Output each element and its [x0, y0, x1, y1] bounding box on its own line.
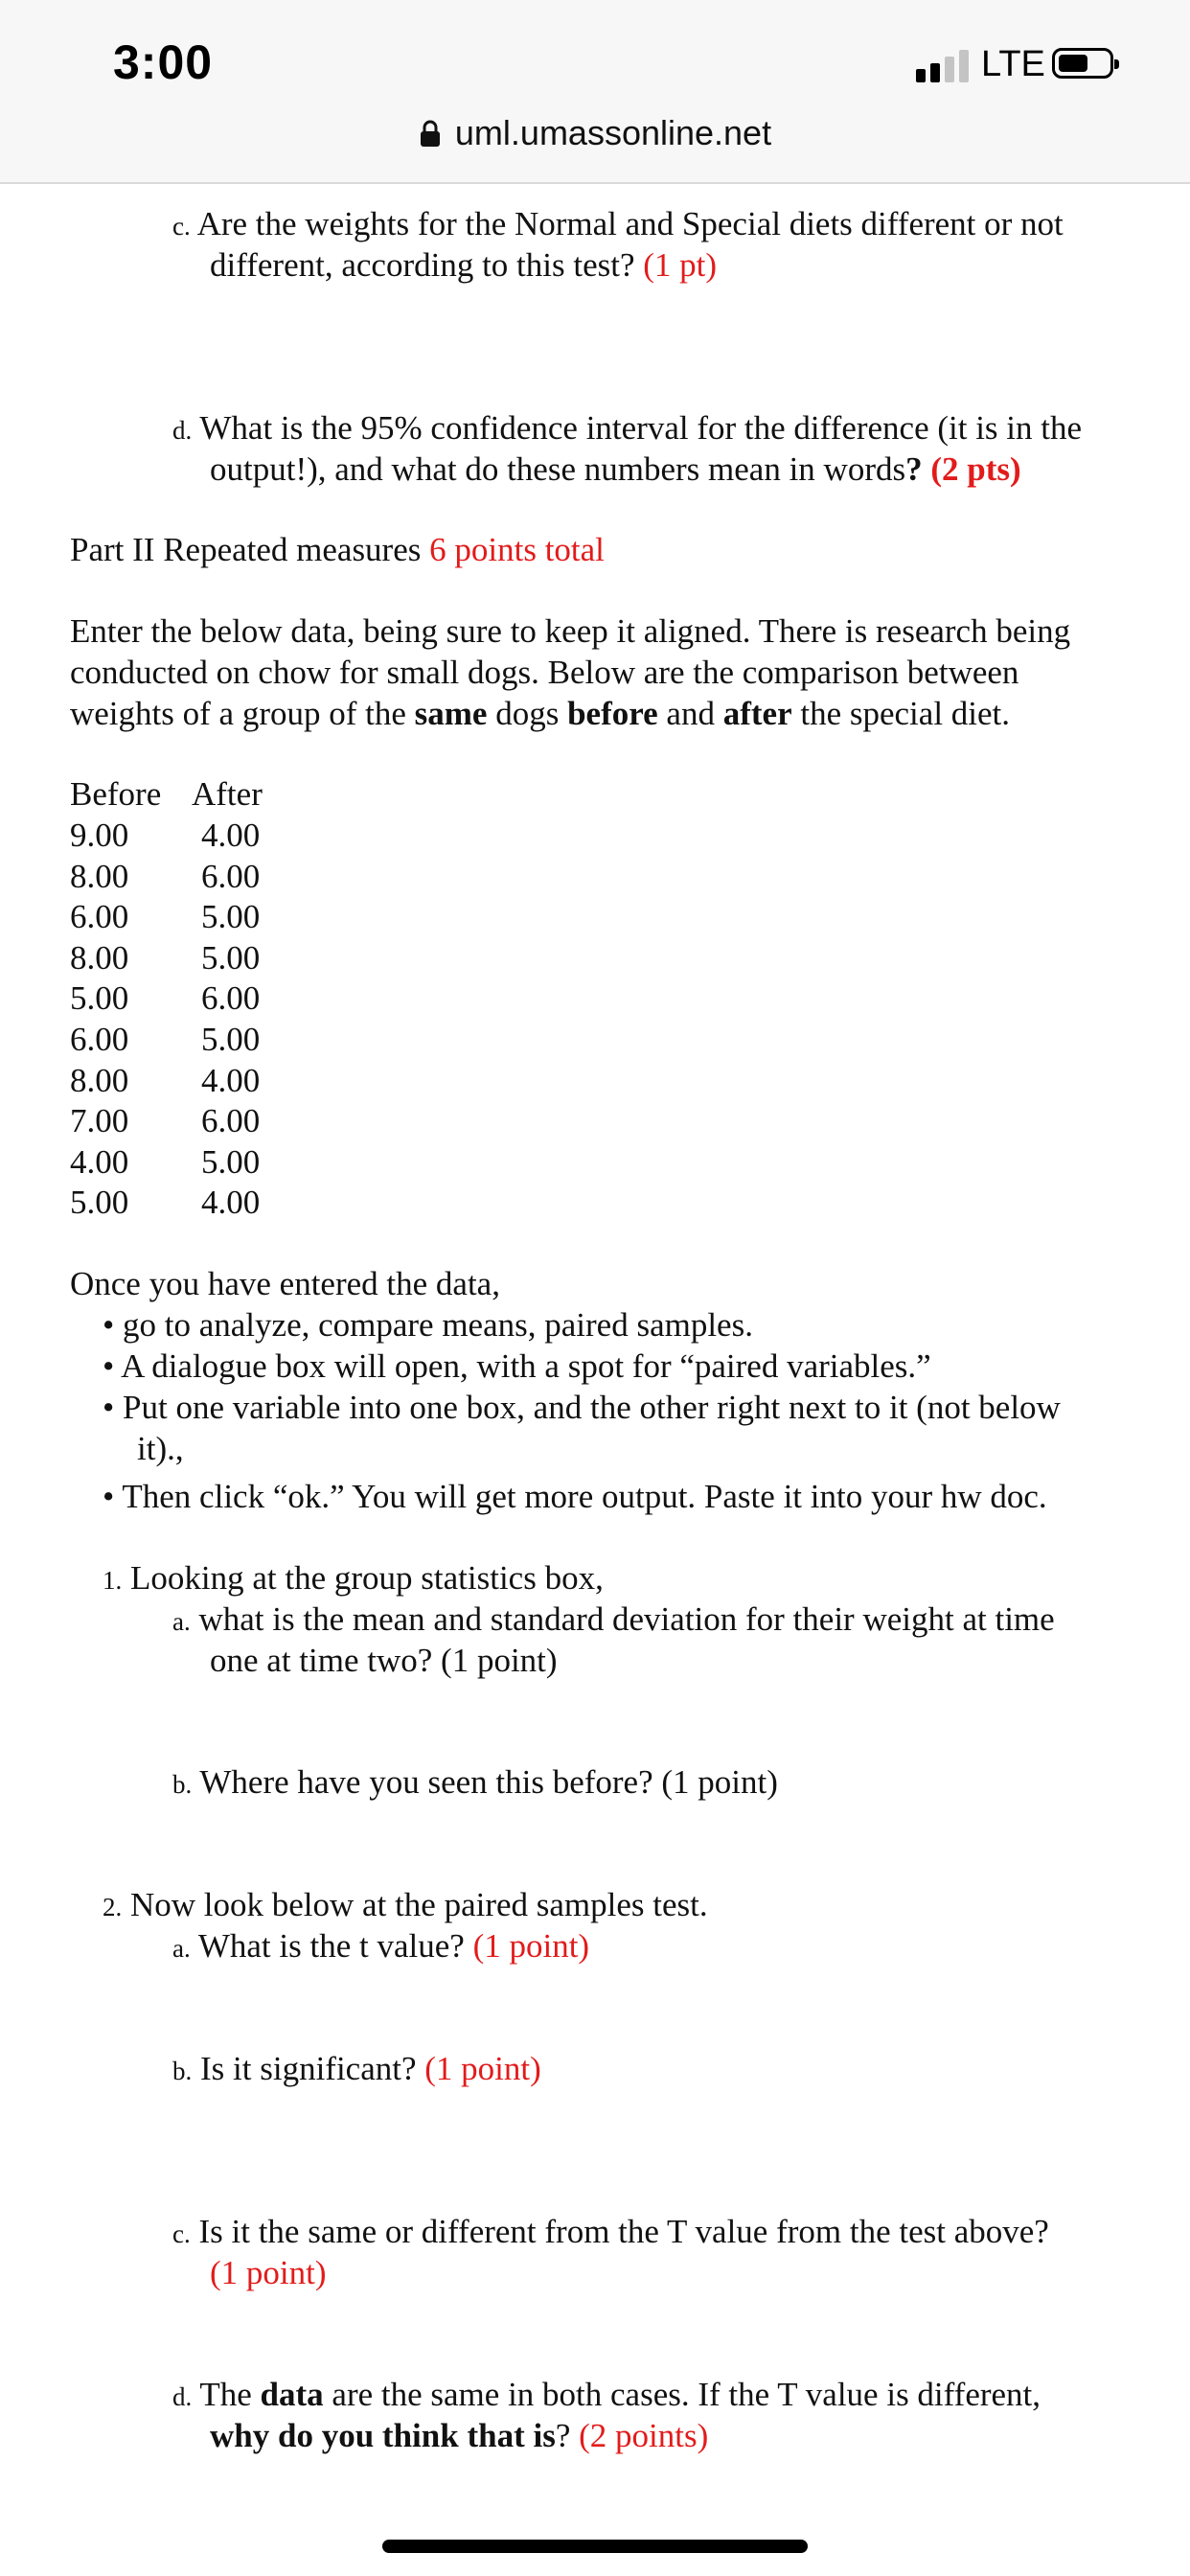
- battery-icon: [1052, 48, 1113, 79]
- table-cell-before: 8.00: [70, 858, 129, 895]
- table-cell-before: 5.00: [70, 1184, 129, 1221]
- clock-time: 3:00: [113, 35, 214, 89]
- points-badge: (1 pt): [643, 246, 718, 284]
- question-2a: a. What is the t value? (1 point): [172, 1927, 590, 1965]
- question-2c: c. Is it the same or different from the T value from the test above?: [172, 2213, 1049, 2250]
- question-2b: b. Is it significant? (1 point): [172, 2050, 541, 2087]
- address-bar[interactable]: [0, 113, 1190, 153]
- points-badge: (1 point): [210, 2254, 327, 2291]
- cellular-signal-icon: [916, 50, 970, 82]
- column-header-before: Before: [70, 775, 162, 813]
- question-d-line2: output!), and what do these numbers mean in words? (2 pts): [210, 450, 1021, 488]
- table-cell-after: 6.00: [201, 1102, 261, 1139]
- table-cell-after: 5.00: [201, 1021, 261, 1058]
- table-cell-before: 8.00: [70, 1062, 129, 1099]
- url-text: uml.umassonline.net: [454, 113, 772, 152]
- points-badge: (1 point): [472, 1927, 590, 1965]
- section-heading: Part II Repeated measures 6 points total: [70, 531, 605, 568]
- points-badge: (2 points): [579, 2417, 709, 2454]
- table-cell-before: 7.00: [70, 1102, 129, 1139]
- question-2: 2. Now look below at the paired samples test.: [103, 1886, 708, 1923]
- instructions-lead: Once you have entered the data,: [70, 1265, 500, 1302]
- lock-icon: [419, 120, 442, 147]
- network-type: LTE: [981, 44, 1045, 84]
- question-c: c. Are the weights for the Normal and Special diets different or not: [172, 205, 1064, 242]
- question-2d: d. The data are the same in both cases. If the T value is different,: [172, 2376, 1041, 2413]
- table-cell-before: 8.00: [70, 939, 129, 977]
- table-cell-after: 5.00: [201, 898, 261, 935]
- bullet-item: • A dialogue box will open, with a spot for “paired variables.”: [103, 1347, 931, 1385]
- table-cell-after: 4.00: [201, 1062, 261, 1099]
- column-header-after: After: [192, 775, 263, 813]
- question-1b: b. Where have you seen this before? (1 point): [172, 1763, 778, 1801]
- question-1a: a. what is the mean and standard deviation for their weight at time: [172, 1600, 1055, 1638]
- table-cell-after: 4.00: [201, 816, 261, 854]
- table-cell-before: 5.00: [70, 979, 129, 1017]
- bullet-item: • Then click “ok.” You will get more output. Paste it into your hw doc.: [103, 1478, 1047, 1515]
- question-2d-line2: why do you think that is? (2 points): [210, 2417, 709, 2454]
- table-cell-after: 5.00: [201, 939, 261, 977]
- bullet-item: • Put one variable into one box, and the other right next to it (not below: [103, 1389, 1061, 1426]
- bullet-item-continued: it).,: [137, 1430, 184, 1467]
- bullet-item: • go to analyze, compare means, paired samples.: [103, 1306, 753, 1344]
- table-cell-before: 6.00: [70, 1021, 129, 1058]
- intro-line-2: conducted on chow for small dogs. Below are the comparison between: [70, 654, 1019, 691]
- browser-status-bar: [0, 0, 1190, 184]
- question-d: d. What is the 95% confidence interval for the difference (it is in the: [172, 409, 1083, 447]
- table-cell-after: 6.00: [201, 858, 261, 895]
- table-cell-before: 9.00: [70, 816, 129, 854]
- question-c-line2: different, according to this test? (1 pt): [210, 246, 718, 284]
- question-2c-line2: [210, 2252, 327, 2293]
- points-badge: (2 pts): [930, 450, 1021, 488]
- question-1a-line2: one at time two? (1 point): [210, 1642, 558, 1679]
- points-total: 6 points total: [429, 531, 605, 568]
- question-1: 1. Looking at the group statistics box,: [103, 1559, 604, 1597]
- points-badge: (1 point): [424, 2050, 541, 2087]
- table-cell-after: 4.00: [201, 1184, 261, 1221]
- table-cell-before: 4.00: [70, 1143, 129, 1181]
- table-cell-after: 6.00: [201, 979, 261, 1017]
- table-cell-after: 5.00: [201, 1143, 261, 1181]
- table-cell-before: 6.00: [70, 898, 129, 935]
- intro-line-1: Enter the below data, being sure to keep it aligned. There is research being: [70, 612, 1071, 650]
- home-indicator[interactable]: [382, 2540, 808, 2553]
- intro-line-3: weights of a group of the same dogs before and after the special diet.: [70, 695, 1011, 732]
